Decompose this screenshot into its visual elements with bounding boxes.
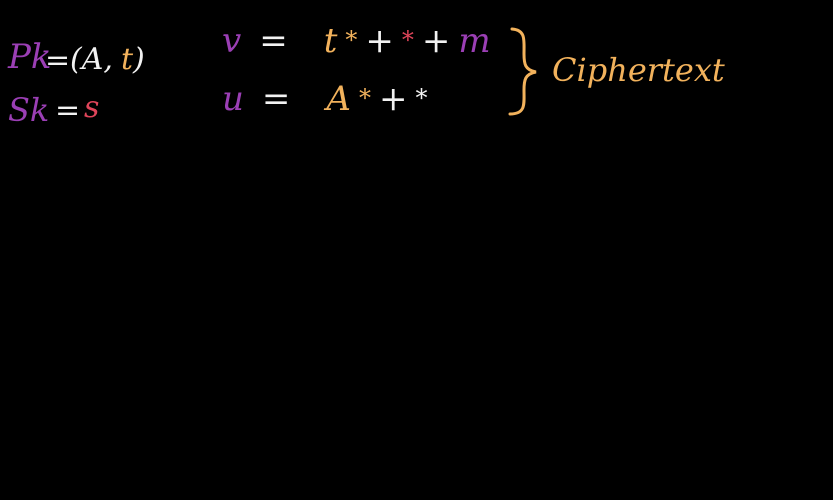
v-error-star-2: * [401,26,414,54]
public-key-label: Pk [8,37,52,77]
u-equals: = [261,79,291,119]
public-key-close-paren: ) [133,42,145,77]
v-t: t [323,21,338,61]
u-error-star-2: * [415,84,428,112]
secret-key-equals: = [55,93,81,128]
v-equals: = [259,21,288,61]
public-key-comma: , [103,42,113,77]
secret-key-label: Sk [8,91,50,129]
v-lhs: v [222,21,242,61]
public-key-A: A [81,42,104,77]
public-key-open-paren: ( [70,42,82,77]
secret-key-s: s [84,90,100,125]
u-equation [222,79,428,119]
ciphertext-label: Ciphertext [552,51,725,89]
public-key-t: t [120,42,133,77]
u-error-star-1: * [358,84,371,112]
u-lhs: u [222,79,244,119]
v-equation [222,21,491,61]
v-error-star-1: * [345,26,358,54]
v-plus-2: + [421,21,451,61]
public-key-value [70,42,145,77]
u-A: A [326,79,351,119]
u-plus-1: + [378,79,408,119]
public-key-equals: = [45,43,71,78]
v-m: m [458,21,491,61]
v-plus-1: + [365,21,394,61]
curly-brace-icon [506,26,540,118]
